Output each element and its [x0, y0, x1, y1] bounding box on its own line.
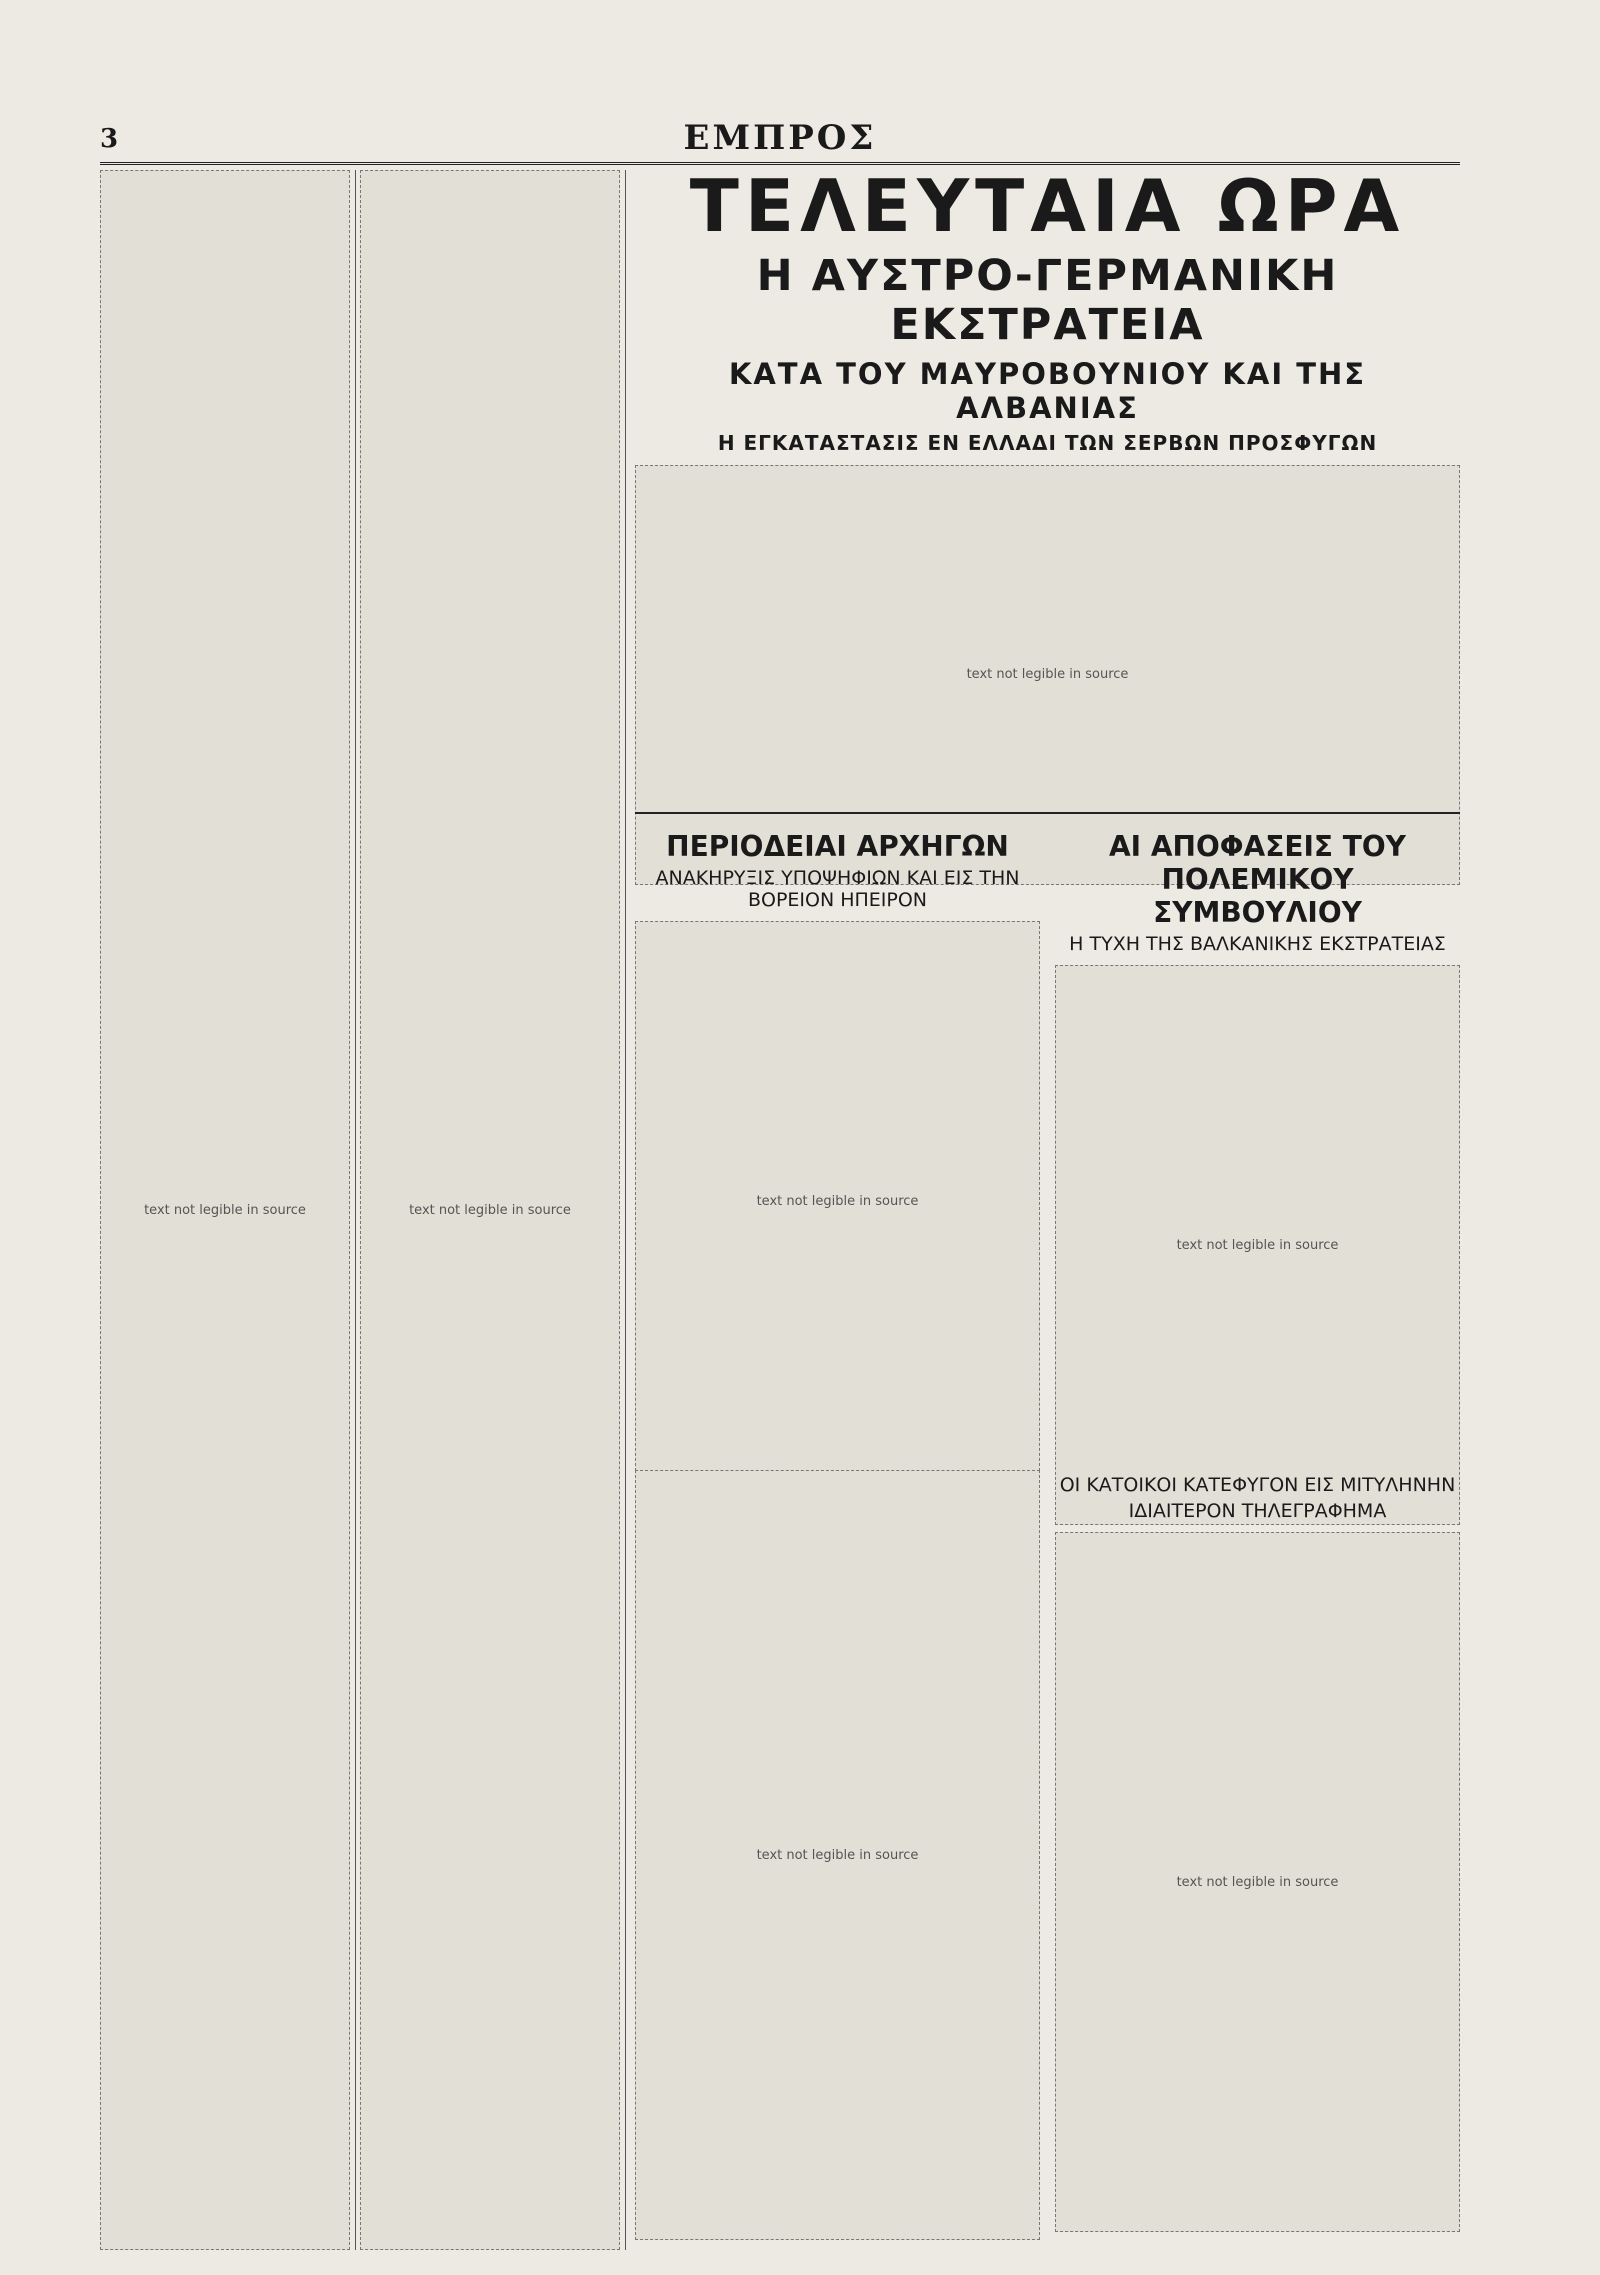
story-headline: ΑΙ ΑΠΟΦΑΣΕΙΣ ΤΟΥ ΠΟΛΕΜΙΚΟΥ ΣΥΜΒΟΥΛΙΟΥ: [1109, 830, 1406, 929]
story-left-lower: [635, 1470, 1040, 2240]
story-right: [1055, 830, 1460, 1525]
illegible-story-text: text not legible in source: [635, 921, 1040, 1481]
lead-subhead: Η ΑΥΣΤΡΟ-ΓΕΡΜΑΝΙΚΗ ΕΚΣΤΡΑΤΕΙΑ: [756, 251, 1339, 351]
story-headline: ΠΕΡΙΟΔΕΙΑΙ ΑΡΧΗΓΩΝ: [666, 830, 1009, 863]
lead-subhead: ΚΑΤΑ ΤΟΥ ΜΑΥΡΟΒΟΥΝΙΟΥ ΚΑΙ ΤΗΣ ΑΛΒΑΝΙΑΣ: [728, 356, 1367, 425]
column-rule: [625, 170, 626, 2250]
lead-subhead: Η ΕΓΚΑΤΑΣΤΑΣΙΣ ΕΝ ΕΛΛΑΔΙ ΤΩΝ ΣΕΡΒΩΝ ΠΡΟΣΦΥΓΩΝ: [717, 430, 1378, 455]
illegible-lead-text: text not legible in source: [635, 465, 1460, 885]
section-rule: [635, 812, 1460, 814]
paper-name: ΕΜΠΡΟΣ: [683, 118, 877, 158]
story-subhead: ΟΙ ΚΑΤΟΙΚΟΙ ΚΑΤΕΦΥΓΟΝ ΕΙΣ ΜΙΤΥΛΗΝΗΝ: [1059, 1474, 1456, 1496]
story-subhead: ΙΔΙΑΙΤΕΡΟΝ ΤΗΛΕΓΡΑΦΗΜΑ: [1128, 1500, 1387, 1522]
column-2: [360, 170, 620, 2250]
illegible-column-text: text not legible in source: [360, 170, 620, 2250]
column-rule: [355, 170, 356, 2250]
column-1: [100, 170, 350, 2250]
story-left: [635, 830, 1040, 1481]
illegible-story-text: text not legible in source: [1055, 1532, 1460, 2232]
story-right-lower: [1055, 1470, 1460, 2232]
illegible-story-text: text not legible in source: [635, 1470, 1040, 2240]
illegible-story-text: text not legible in source: [1055, 965, 1460, 1525]
lead-headline: ΤΕΛΕΥΤΑΙΑ ΩΡΑ: [689, 164, 1406, 248]
story-subhead: ΑΝΑΚΗΡΥΞΙΣ ΥΠΟΨΗΦΙΩΝ ΚΑΙ ΕΙΣ ΤΗΝ ΒΟΡΕΙΟΝ ΗΠΕΙΡΟΝ: [655, 867, 1020, 911]
illegible-column-text: text not legible in source: [100, 170, 350, 2250]
page-number: 3: [100, 124, 119, 154]
story-subhead: Η ΤΥΧΗ ΤΗΣ ΒΑΛΚΑΝΙΚΗΣ ΕΚΣΤΡΑΤΕΙΑΣ: [1069, 933, 1446, 955]
masthead: [100, 118, 1460, 165]
lead-story: [635, 164, 1460, 885]
